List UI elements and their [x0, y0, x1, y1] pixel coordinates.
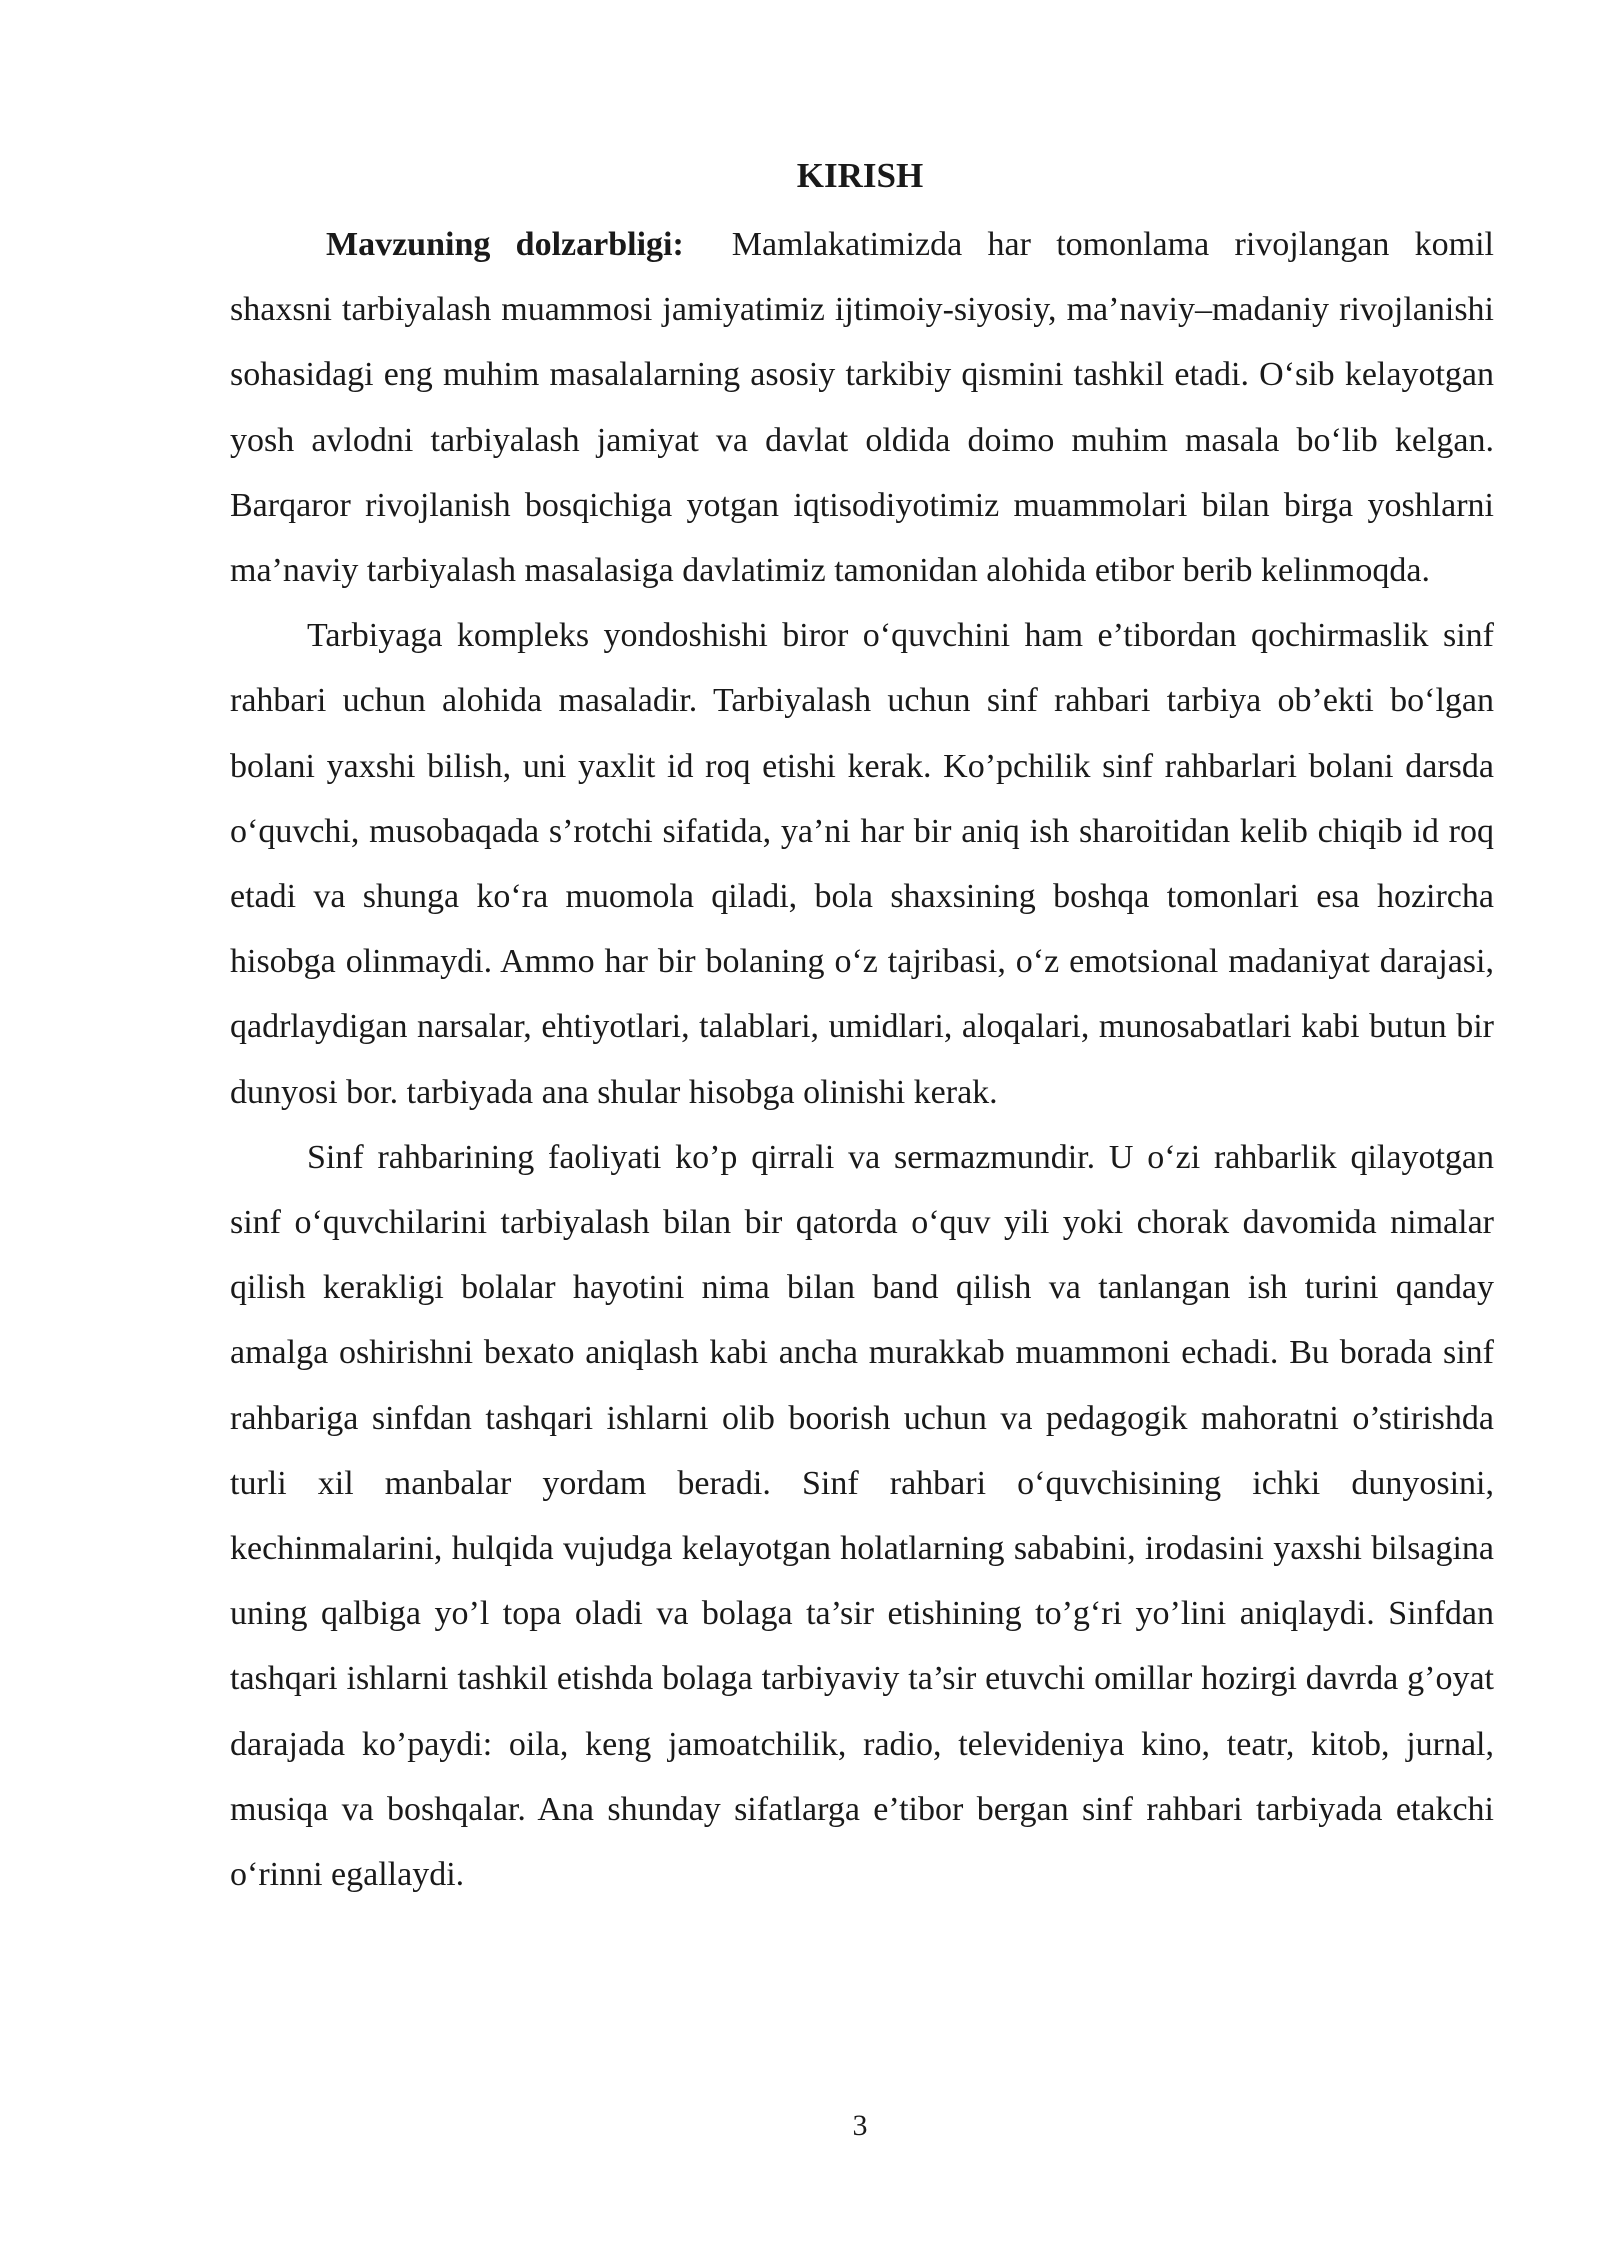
body-text	[230, 212, 1494, 1907]
section-heading: Mavzuning dolzarbligi:	[326, 226, 684, 263]
page-title: KIRISH	[796, 156, 924, 195]
paragraph-upbringing: Tarbiyaga kompleks yondoshishi biror o‘quvchini ham e’tibordan qochirmaslik sinf rahbari uchun alohida masaladir. Tarbiyalash uchun sinf rahbari tarbiya ob’ekti bo‘lgan bolani yaxshi bilish, uni yaxlit id roq etishi kerak. Ko’pchilik sinf rahbarlari bolani darsda o‘quvchi, musobaqada s’rotchi sifatida, ya’ni har bir aniq ish sharoitidan kelib chiqib id roq etadi va shunga ko‘ra muomola qiladi, bola shaxsining boshqa tomonlari esa hozircha hisobga olinmaydi. Ammo har bir bolaning o‘z tajribasi, o‘z emotsional madaniyat darajasi, qadrlaydigan narsalar, ehtiyotlari, talablari, umidlari, aloqalari, munosabatlari kabi butun bir dunyosi bor. tarbiyada ana shular hisobga olinishi kerak.	[230, 617, 1494, 1111]
paragraph-text: Mamlakatimizda har tomonlama rivojlangan komil shaxsni tarbiyalash muammosi jamiyatimiz ijtimoiy-siyosiy, ma’naviy–madaniy rivojlanishi sohasidagi eng muhim masalalarning asosiy tarkibiy qismini tashkil etadi. O‘sib kelayotgan yosh avlodni tarbiyalash jamiyat va davlat oldida doimo muhim masala bo‘lib kelgan. Barqaror rivojlanish bosqichiga yotgan iqtisodiyotimiz muammolari bilan birga yoshlarni ma’naviy tarbiyalash masalasiga davlatimiz tamonidan alohida etibor berib kelinmoqda.	[230, 226, 1494, 590]
paragraph-relevance	[230, 212, 1494, 603]
paragraph-class-leader: Sinf rahbarining faoliyati ko’p qirrali va sermazmundir. U o‘zi rahbarlik qilayotgan sinf o‘quvchilarini tarbiyalash bilan bir qatorda o‘quv yili yoki chorak davomida nimalar qilish kerakligi bolalar hayotini nima bilan band qilish va tanlangan ish turini qanday amalga oshirishni bexato aniqlash kabi ancha murakkab muammoni echadi. Bu borada sinf rahbariga sinfdan tashqari ishlarni olib boorish uchun va pedagogik mahoratni o’stirishda turli xil manbalar yordam beradi. Sinf rahbari o‘quvchisining ichki dunyosini, kechinmalarini, hulqida vujudga kelayotgan holatlarning sababini, irodasini yaxshi bilsagina uning qalbiga yo’l topa oladi va bolaga ta’sir etishining to’g‘ri yo’lini aniqlaydi. Sinfdan tashqari ishlarni tashkil etishda bolaga tarbiyaviy ta’sir etuvchi omillar hozirgi davrda g’oyat darajada ko’paydi: oila, keng jamoatchilik, radio, televideniya kino, teatr, kitob, jurnal, musiqa va boshqalar. Ana shunday sifatlarga e’tibor bergan sinf rahbari tarbiyada etakchi o‘rinni egallaydi.	[230, 1138, 1494, 1894]
page-number: 3	[852, 2109, 868, 2142]
